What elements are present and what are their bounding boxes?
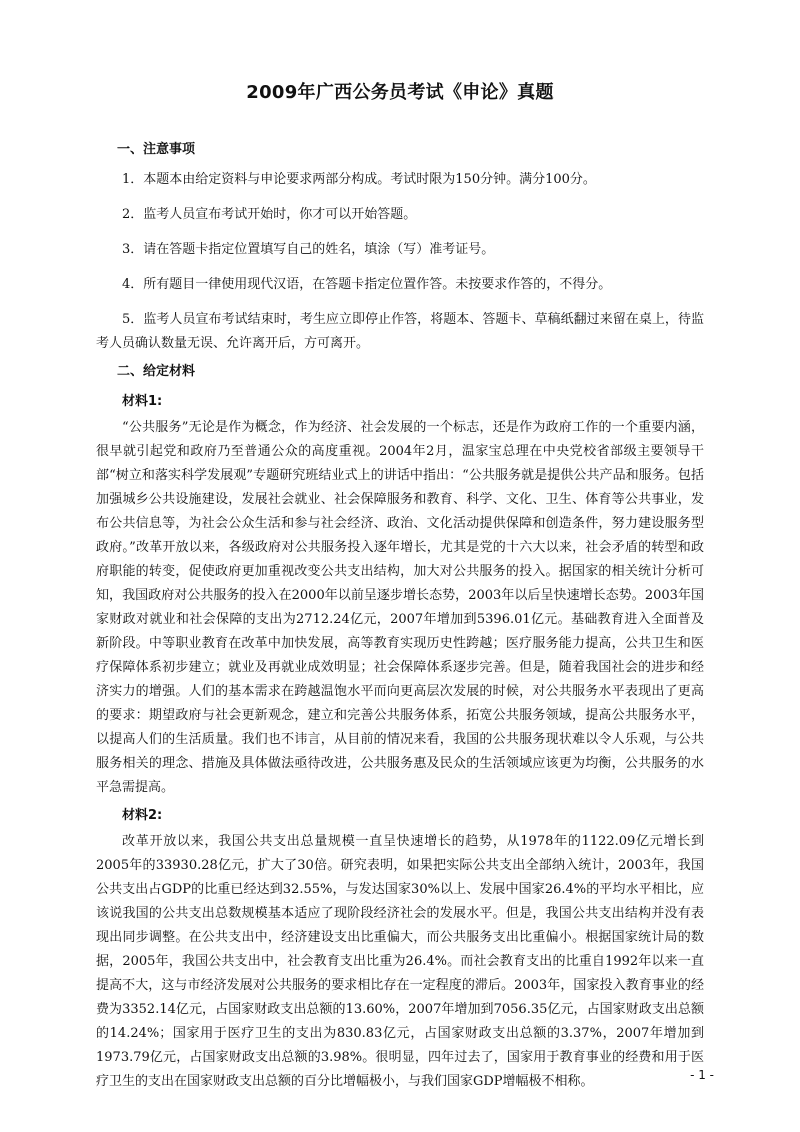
page-number: - 1 - (690, 1068, 714, 1082)
document-title: 2009年广西公务员考试《申论》真题 (246, 82, 554, 103)
section-heading-notices: 一、注意事项 (117, 142, 196, 157)
section-heading-materials: 二、给定材料 (117, 364, 196, 379)
notice-item-1: 1．本题本由给定资料与申论要求两部分构成。考试时限为150分钟。满分100分。 (122, 172, 596, 187)
notice-item-5: 5．监考人员宣布考试结束时，考生应立即停止作答，将题本、答题卡、草稿纸翻过来留在桌上，待监考人员确认数量无误、允许离开后，方可离开。 (96, 312, 704, 351)
material-1-text: “公共服务”无论是作为概念，作为经济、社会发展的一个标志，还是作为政府工作的一个重要内涵，很早就引起党和政府乃至普通公众的高度重视。2004年2月，温家宝总理在中央党校省部级主要领导干部“树立和落实科学发展观”专题研究班结业式上的讲话中指出：“公共服务就是提供公共产品和服务。包括加强城乡公共设施建设，发展社会就业、社会保障服务和教育、科学、文化、卫生、体育等公共事业，发布公共信息等，为社会公众生活和参与社会经济、政治、文化活动提供保障和创造条件，努力建设服务型政府。”改革开放以来，各级政府对公共服务投入逐年增长，尤其是党的十六大以来，社会矛盾的转型和政府职能的转变，促使政府更加重视改变公共支出结构，加大对公共服务的投入。据国家的相关统计分析可知，我国政府对公共服务的投入在2000年以前呈逐步增长态势，2003年以后呈快速增长态势。2003年国家财政对就业和社会保障的支出为2712.24亿元，2007年增加到5396.01亿元。基础教育进入全面普及新阶段。中等职业教育在改革中加快发展，高等教育实现历史性跨越；医疗服务能力提高，公共卫生和医疗保障体系初步建立；就业及再就业成效明显；社会保障体系逐步完善。但是，随着我国社会的进步和经济实力的增强。人们的基本需求在跨越温饱水平而向更高层次发展的时候，对公共服务水平表现出了更高的要求：期望政府与社会更新观念，建立和完善公共服务体系，拓宽公共服务领域，提高公共服务水平，以提高人们的生活质量。我们也不讳言，从目前的情况来看，我国的公共服务现状难以令人乐观，与公共服务相关的理念、措施及具体做法亟待改进，公共服务惠及民众的生活领域应该更为均衡，公共服务的水平急需提高。 (96, 420, 704, 795)
material-2-label: 材料2: (122, 808, 163, 823)
notice-item-4: 4．所有题目一律使用现代汉语，在答题卡指定位置作答。未按要求作答的，不得分。 (122, 277, 612, 292)
material-2-text: 改革开放以来，我国公共支出总量规模一直呈快速增长的趋势，从1978年的1122.09亿元增长到2005年的33930.28亿元，扩大了30倍。研究表明，如果把实际公共支出全部纳入统计，2003年，我国公共支出占GDP的比重已经达到32.55%，与发达国家30%以上、发展中国家26.4%的平均水平相比，应该说我国的公共支出总数规模基本适应了现阶段经济社会的发展水平。但是，我国公共支出结构并没有表现出同步调整。在公共支出中，经济建设支出比重偏大，而公共服务支出比重偏小。根据国家统计局的数据，2005年，我国公共支出中，社会教育支出比重为26.4%。而社会教育支出的比重自1992年以来一直提高不大，这与市经济发展对公共服务的要求相比存在一定程度的滞后。2003年，国家投入教育事业的经费为3352.14亿元，占国家财政支出总额的13.60%，2007年增加到7056.35亿元，占国家财政支出总额的14.24%；国家用于医疗卫生的支出为830.83亿元，占国家财政支出总额的3.37%，2007年增加到1973.79亿元，占国家财政支出总额的3.98%。很明显，四年过去了，国家用于教育事业的经费和用于医疗卫生的支出在国家财政支出总额的百分比增幅极小，与我们国家GDP增幅极不相称。 (96, 834, 704, 1089)
material-1-label: 材料1: (122, 394, 163, 409)
notice-item-3: 3．请在答题卡指定位置填写自己的姓名，填涂（写）准考证号。 (122, 242, 495, 257)
notice-item-2: 2．监考人员宣布考试开始时，你才可以开始答题。 (122, 207, 417, 222)
